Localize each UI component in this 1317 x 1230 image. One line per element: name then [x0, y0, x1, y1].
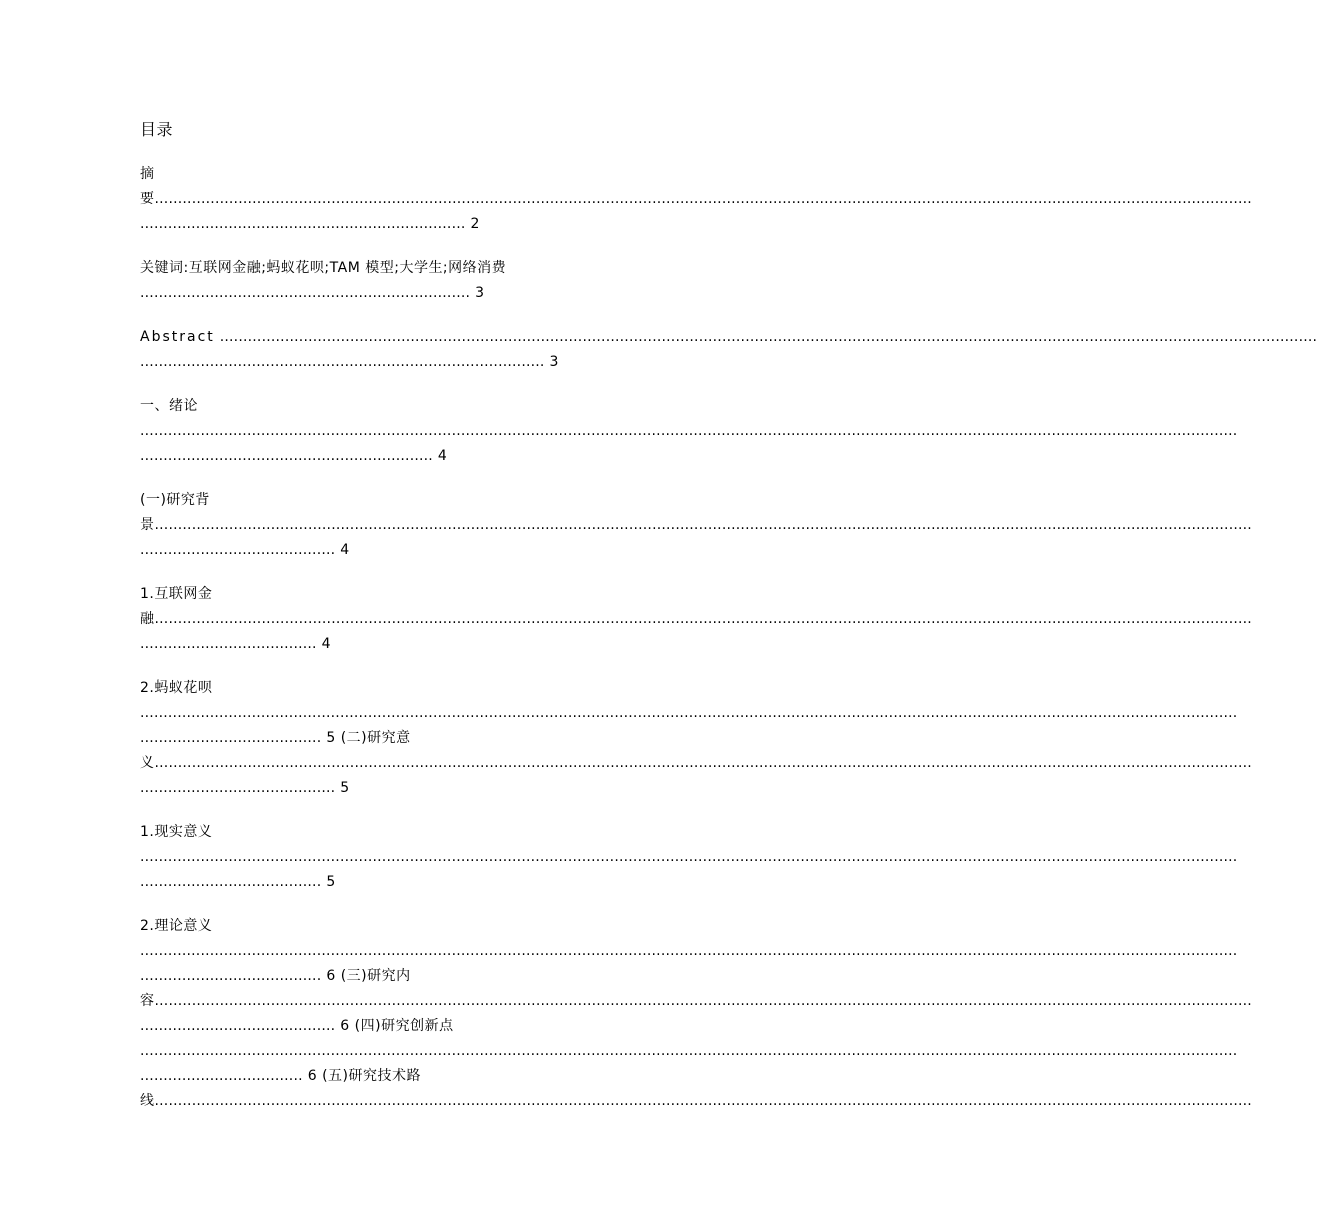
toc-entry-background-end[interactable] — [140, 541, 810, 559]
leader-dots: .......................................... — [140, 780, 336, 796]
page-number: 6 — [326, 968, 336, 984]
toc-entry-huabei-head[interactable]: 2.蚂蚁花呗 — [140, 680, 213, 696]
toc-entry-content-dots[interactable] — [140, 992, 1252, 1010]
toc-entry-background-head[interactable]: (一)研究背 — [140, 492, 210, 508]
leader-dots: .......................................... — [140, 1018, 336, 1034]
entry-text: (四)研究创新点 — [354, 1018, 454, 1034]
leader-dots: ............................................................................................................................................................................................................................................ — [154, 755, 1252, 771]
leader-dots: ............................................................................................................................................................................................................................................ — [219, 329, 1317, 345]
toc-entry-theoretical-head[interactable]: 2.理论意义 — [140, 918, 213, 934]
toc-entry-keywords-head[interactable]: 关键词:互联网金融;蚂蚁花呗;TAM 模型;大学生;网络消费 — [140, 260, 507, 276]
toc-entry-abstract-cn-dots[interactable] — [140, 190, 1252, 208]
toc-entry-significance-end[interactable] — [140, 779, 810, 797]
leader-dots: ....................................................................................... — [140, 354, 545, 370]
page-number: 4 — [340, 542, 350, 558]
page-number: 6 — [307, 1068, 318, 1084]
toc-entry-innovation-dots: ............................................................................................................................................................................................................................................ — [140, 1043, 1238, 1059]
toc-entry-significance-dots[interactable] — [140, 754, 1252, 772]
entry-text: 要 — [140, 191, 155, 207]
leader-dots: ............................................................................................................................................................................................................................................ — [154, 993, 1252, 1009]
leader-dots: ............................................................................................................................................................................................................................................ — [154, 611, 1252, 627]
entry-text: 容 — [140, 993, 155, 1009]
entry-text: (三)研究内 — [340, 968, 411, 984]
page-number: 3 — [475, 285, 485, 301]
toc-entry-background-dots[interactable] — [140, 516, 1252, 534]
toc-entry-innovation-end[interactable] — [140, 1067, 810, 1085]
page-number: 5 — [326, 730, 336, 746]
toc-entry-practical-end[interactable] — [140, 873, 810, 891]
toc-entry-huabei-dots: ............................................................................................................................................................................................................................................ — [140, 705, 1238, 721]
page-number: 6 — [340, 1018, 350, 1034]
toc-entry-huabei-end[interactable] — [140, 729, 810, 747]
toc-entry-internet-finance-end[interactable] — [140, 635, 810, 653]
toc-entry-theoretical-dots: ............................................................................................................................................................................................................................................ — [140, 943, 1238, 959]
page-number: 2 — [470, 216, 480, 232]
page-number: 4 — [437, 448, 448, 464]
leader-dots: ....................................... — [140, 968, 322, 984]
toc-entry-keywords-end[interactable] — [140, 284, 810, 302]
toc-entry-internet-finance-dots[interactable] — [140, 610, 1252, 628]
toc-entry-abstract-cn-head[interactable]: 摘 — [140, 166, 155, 182]
leader-dots: ...................................................................... — [140, 216, 466, 232]
leader-dots: ............................................................................................................................................................................................................................................ — [154, 1093, 1252, 1109]
toc-entry-practical-dots: ............................................................................................................................................................................................................................................ — [140, 849, 1238, 865]
leader-dots: ................................... — [140, 1068, 303, 1084]
entry-text: (二)研究意 — [340, 730, 411, 746]
toc-entry-intro-head[interactable]: 一、绪论 — [140, 398, 198, 414]
page-number: 3 — [549, 354, 559, 370]
toc-entry-abstract-en[interactable] — [140, 328, 1317, 346]
toc-entry-abstract-en-end[interactable] — [140, 353, 810, 371]
toc-title: 目录 — [140, 120, 174, 139]
page-number: 5 — [326, 874, 336, 890]
leader-dots: ...................................... — [140, 636, 317, 652]
leader-dots: ....................................... — [140, 730, 322, 746]
entry-text: 线 — [140, 1093, 155, 1109]
toc-entry-intro-dots: ............................................................................................................................................................................................................................................ — [140, 423, 1238, 439]
toc-entry-internet-finance-head[interactable]: 1.互联网金 — [140, 586, 213, 602]
toc-entry-content-end[interactable] — [140, 1017, 810, 1035]
leader-dots: ....................................................................... — [140, 285, 471, 301]
toc-entry-intro-end[interactable] — [140, 447, 810, 465]
page-number: 4 — [321, 636, 332, 652]
leader-dots: ....................................... — [140, 874, 322, 890]
toc-entry-abstract-cn-end[interactable] — [140, 215, 810, 233]
toc-entry-practical-head[interactable]: 1.现实意义 — [140, 824, 213, 840]
entry-text: (五)研究技术路 — [322, 1068, 422, 1084]
entry-text: Abstract — [140, 329, 215, 345]
toc-entry-tech-route-dots[interactable] — [140, 1092, 1252, 1110]
page-number: 5 — [340, 780, 350, 796]
leader-dots: ............................................................................................................................................................................................................................................ — [154, 191, 1252, 207]
leader-dots: ............................................................................................................................................................................................................................................ — [154, 517, 1252, 533]
entry-text: 义 — [140, 755, 155, 771]
leader-dots: .......................................... — [140, 542, 336, 558]
leader-dots: ............................................................... — [140, 448, 433, 464]
entry-text: 景 — [140, 517, 155, 533]
toc-entry-theoretical-end[interactable] — [140, 967, 810, 985]
entry-text: 融 — [140, 611, 155, 627]
